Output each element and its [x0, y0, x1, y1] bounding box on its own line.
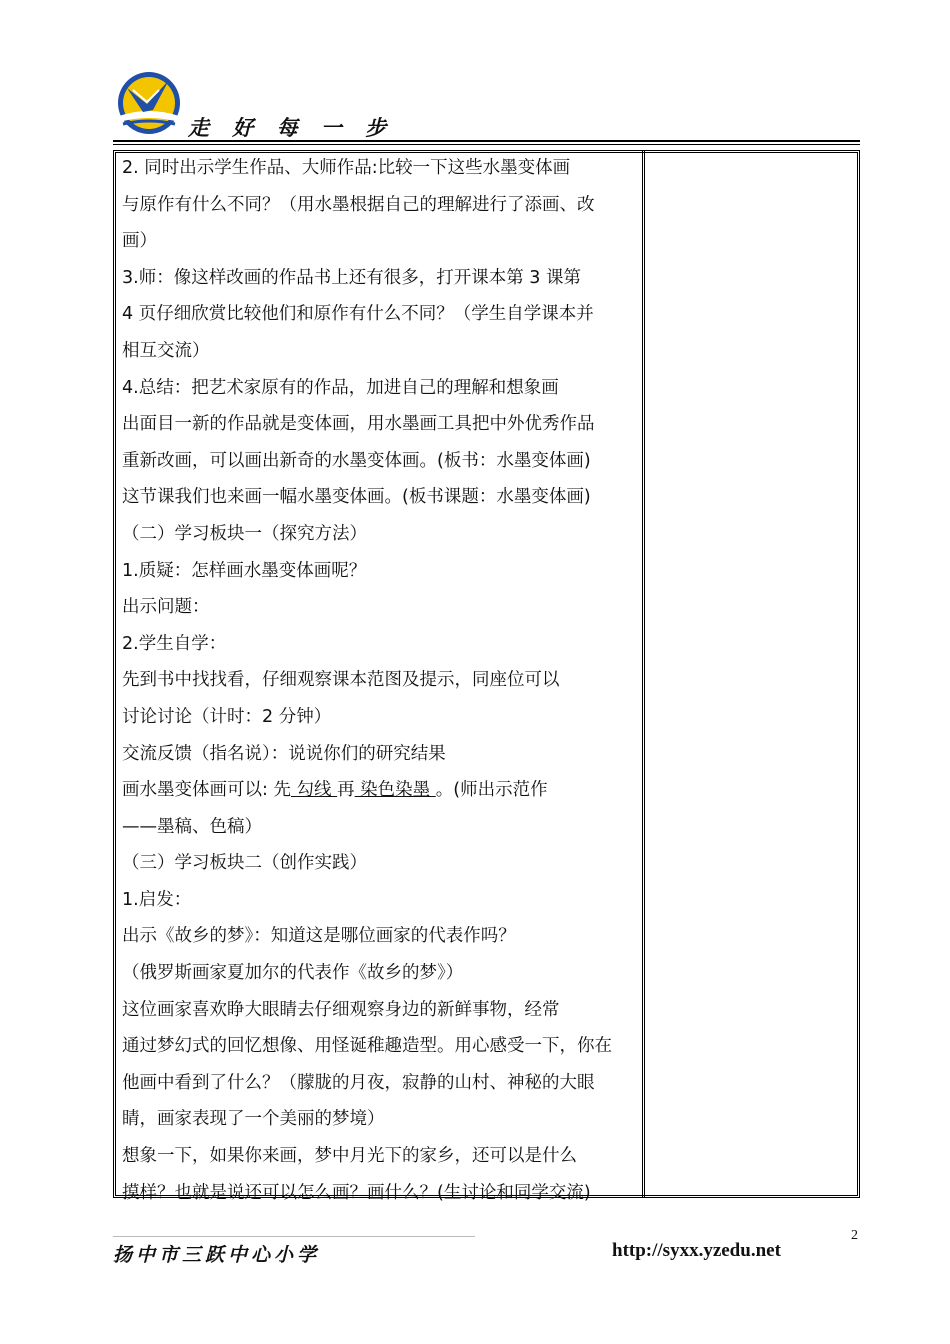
text-line: 重新改画，可以画出新奇的水墨变体画。(板书：水墨变体画) — [122, 450, 591, 471]
text-line: ——墨稿、色稿） — [122, 816, 262, 837]
text-line: 出示问题： — [122, 597, 210, 618]
footer-divider — [113, 1236, 475, 1237]
fill-blank-2: 染色染墨 — [354, 780, 436, 801]
footer-school-name: 扬中市三跃中心小学 — [113, 1244, 321, 1266]
column-divider-double — [644, 151, 645, 1197]
school-logo-bird-icon — [113, 70, 185, 136]
fill-middle: 再 — [337, 780, 355, 801]
text-line: （俄罗斯画家夏加尔的代表作《故乡的梦》） — [122, 963, 464, 984]
text-line: 4.总结：把艺术家原有的作品，加进自己的理解和想象画 — [122, 377, 559, 398]
text-line: 4 页仔细欣赏比较他们和原作有什么不同？（学生自学课本并 — [122, 304, 594, 325]
fill-in-line — [122, 772, 638, 809]
text-line: 出面目一新的作品就是变体画，用水墨画工具把中外优秀作品 — [122, 414, 595, 435]
lesson-content — [122, 150, 638, 1211]
text-line: 睛，画家表现了一个美丽的梦境） — [122, 1109, 385, 1130]
header-motto: 走 好 每 一 步 — [188, 115, 395, 140]
text-line: 与原作有什么不同？（用水墨根据自己的理解进行了添画、改 — [122, 194, 595, 215]
text-line: 这节课我们也来画一幅水墨变体画。(板书课题：水墨变体画) — [122, 487, 591, 508]
text-line: 摸样？也就是说还可以怎么画？画什么？(生讨论和同学交流) — [122, 1182, 591, 1203]
text-line: 交流反馈（指名说）：说说你们的研究结果 — [122, 743, 446, 764]
header-divider — [113, 140, 860, 142]
text-line: 讨论讨论（计时：2 分钟） — [122, 706, 332, 727]
text-line: 3.师：像这样改画的作品书上还有很多，打开课本第 3 课第 — [122, 267, 581, 288]
text-line: 2.学生自学： — [122, 633, 227, 654]
text-line: 先到书中找找看，仔细观察课本范图及提示，同座位可以 — [122, 670, 560, 691]
text-line: 相互交流） — [122, 340, 210, 361]
section-heading: （二）学习板块一（探究方法） — [122, 523, 367, 544]
text-line: 1.启发： — [122, 889, 192, 910]
fill-suffix: 。(师出示范作 — [435, 780, 548, 801]
section-heading: （三）学习板块二（创作实践） — [122, 853, 367, 874]
text-line: 画） — [122, 231, 157, 252]
footer-url[interactable]: http://syxx.yzedu.net — [612, 1240, 781, 1261]
page-number: 2 — [851, 1228, 858, 1243]
text-line: 想象一下，如果你来画，梦中月光下的家乡，还可以是什么 — [122, 1146, 577, 1167]
text-line: 他画中看到了什么？（朦胧的月夜，寂静的山村、神秘的大眼 — [122, 1072, 595, 1093]
fill-prefix: 画水墨变体画可以: 先 — [122, 780, 291, 801]
text-line: 这位画家喜欢睁大眼睛去仔细观察身边的新鲜事物，经常 — [122, 999, 560, 1020]
text-line: 通过梦幻式的回忆想像、用怪诞稚趣造型。用心感受一下，你在 — [122, 1036, 612, 1057]
fill-blank-1: 勾线 — [290, 780, 338, 801]
column-divider — [642, 151, 643, 1197]
header-divider-thin — [113, 144, 860, 145]
text-line: 2. 同时出示学生作品、大师作品:比较一下这些水墨变体画 — [122, 158, 571, 178]
text-line: 出示《故乡的梦》：知道这是哪位画家的代表作吗？ — [122, 926, 516, 947]
text-line: 1.质疑：怎样画水墨变体画呢？ — [122, 560, 367, 581]
